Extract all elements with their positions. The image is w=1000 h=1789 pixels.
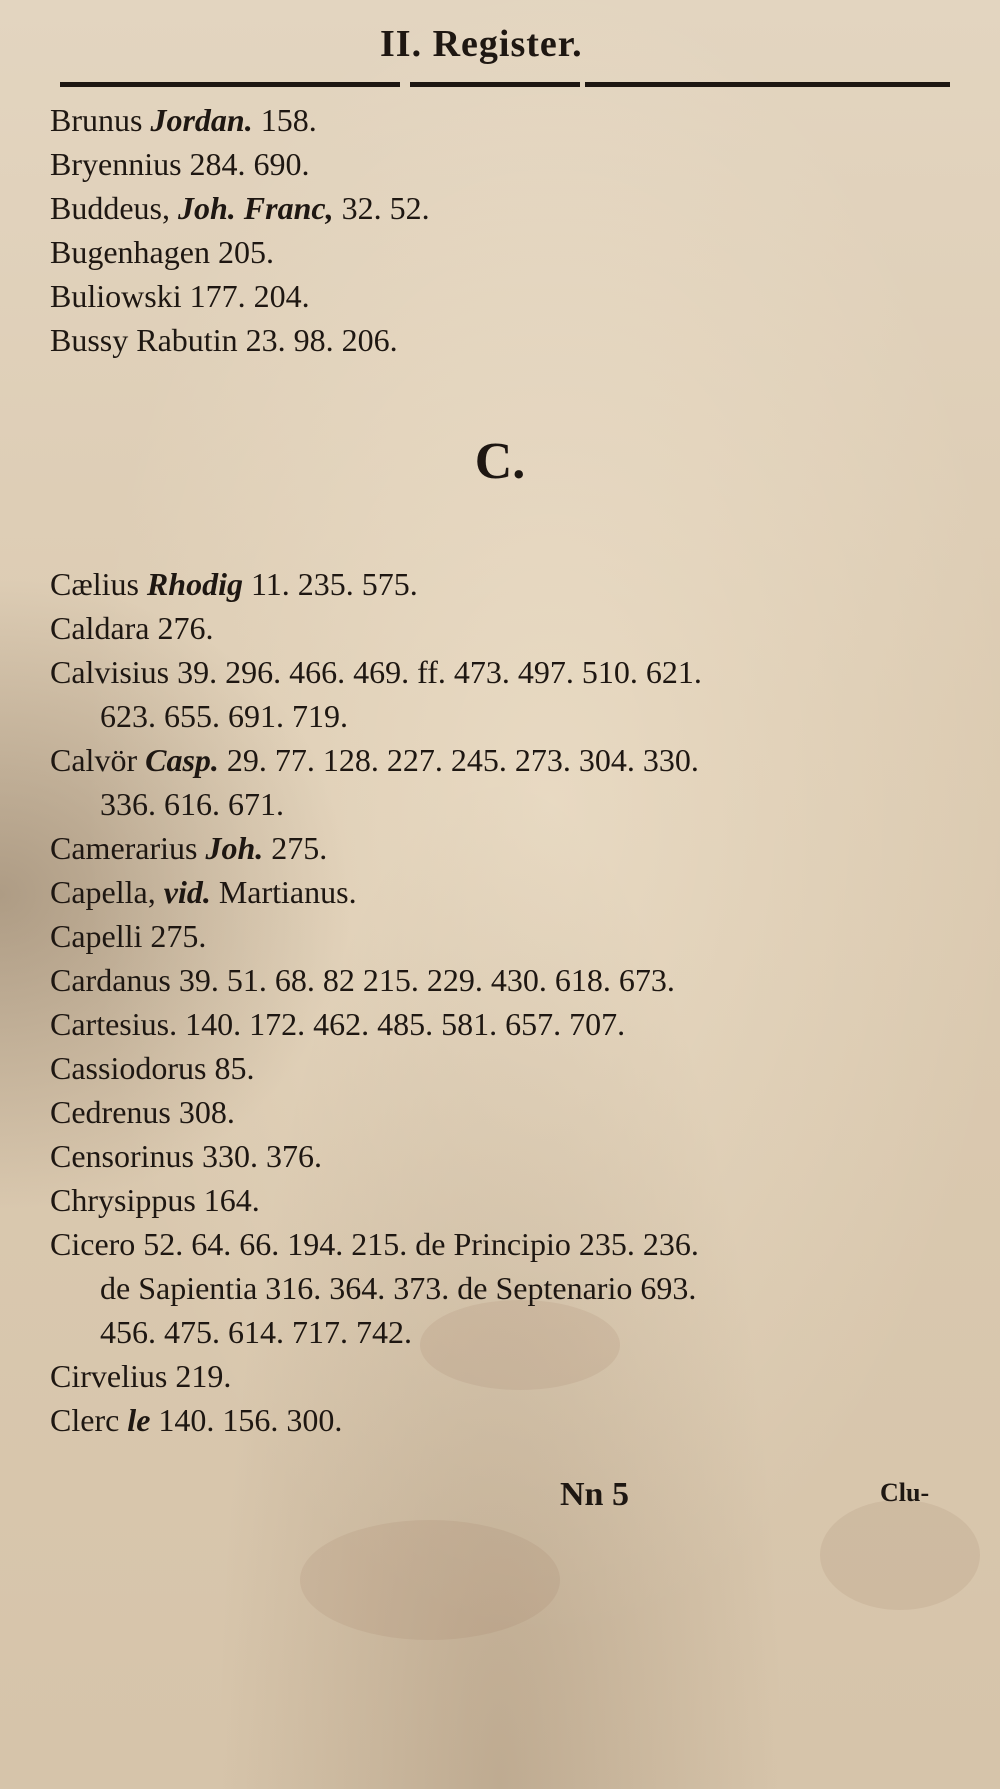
entry-page-refs: 23. 98. 206.	[245, 322, 398, 358]
header-rule	[585, 82, 950, 87]
entry-page-refs: 29. 77. 128. 227. 245. 273. 304. 330.	[226, 742, 699, 778]
index-entry	[50, 606, 970, 650]
entry-page-refs: 219.	[175, 1358, 232, 1394]
page-stain	[300, 1520, 560, 1640]
index-entry	[50, 318, 970, 362]
index-entry-continuation	[50, 782, 970, 826]
entry-name: Capelli	[50, 918, 143, 954]
entry-name: Cælius	[50, 566, 139, 602]
entry-name: Capella,	[50, 874, 156, 910]
catchword: Clu-	[880, 1478, 930, 1507]
index-entry	[50, 1134, 970, 1178]
entry-name: Chrysippus	[50, 1182, 196, 1218]
index-section-b	[50, 98, 970, 362]
index-entry	[50, 1398, 970, 1442]
index-entry	[50, 650, 970, 694]
entry-qualifier: le	[127, 1402, 151, 1438]
entry-page-refs: 275.	[150, 918, 207, 954]
running-head: II. Register.	[380, 23, 583, 65]
entry-page-refs: 330. 376.	[202, 1138, 322, 1174]
entry-name: Bussy Rabutin	[50, 322, 238, 358]
index-entry-continuation	[50, 694, 970, 738]
index-entry	[50, 274, 970, 318]
entry-page-refs: 623. 655. 691. 719.	[100, 698, 348, 734]
entry-name: Censorinus	[50, 1138, 194, 1174]
entry-name: Bugenhagen	[50, 234, 210, 270]
entry-page-refs: 336. 616. 671.	[100, 786, 284, 822]
entry-name: Cardanus	[50, 962, 171, 998]
entry-page-refs: 177. 204.	[189, 278, 310, 314]
entry-page-refs: 39. 296. 466. 469. ff. 473. 497. 510. 621.	[177, 654, 702, 690]
index-entry	[50, 142, 970, 186]
entry-name: Cirvelius	[50, 1358, 168, 1394]
page-stain	[820, 1500, 980, 1610]
index-entry	[50, 958, 970, 1002]
entry-name: Clerc	[50, 1402, 120, 1438]
entry-page-refs: Martianus.	[218, 874, 357, 910]
index-entry	[50, 98, 970, 142]
index-entry-continuation	[50, 1266, 970, 1310]
signature-mark: Nn 5	[560, 1476, 629, 1513]
entry-qualifier: vid.	[163, 874, 211, 910]
index-entry	[50, 870, 970, 914]
entry-name: Cassiodorus	[50, 1050, 207, 1086]
entry-name: Brunus	[50, 102, 143, 138]
index-entry	[50, 1046, 970, 1090]
entry-qualifier: Casp.	[145, 742, 219, 778]
index-entry	[50, 186, 970, 230]
entry-page-refs: 11. 235. 575.	[250, 566, 418, 602]
entry-page-refs: 164.	[203, 1182, 260, 1218]
entry-page-refs: 275.	[271, 830, 328, 866]
index-entry	[50, 914, 970, 958]
entry-qualifier: Joh.	[205, 830, 264, 866]
index-entry	[50, 1002, 970, 1046]
entry-name: Calvisius	[50, 654, 170, 690]
index-entry	[50, 1090, 970, 1134]
entry-page-refs: 205.	[217, 234, 274, 270]
header-rule	[60, 82, 400, 87]
entry-page-refs: 85.	[214, 1050, 255, 1086]
entry-page-refs: 39. 51. 68. 82 215. 229. 430. 618. 673.	[178, 962, 675, 998]
index-section-c	[50, 562, 970, 1442]
header-rule	[410, 82, 580, 87]
entry-name: Caldara	[50, 610, 150, 646]
index-entry	[50, 230, 970, 274]
entry-page-refs: 456. 475. 614. 717. 742.	[100, 1314, 412, 1350]
entry-name: Cartesius.	[50, 1006, 178, 1042]
section-letter: C.	[474, 433, 526, 490]
entry-qualifier: Joh. Franc,	[178, 190, 334, 226]
entry-page-refs: 52. 64. 66. 194. 215. de Principio 235. 236.	[143, 1226, 699, 1262]
entry-page-refs: 32. 52.	[341, 190, 430, 226]
entry-name: Buliowski	[50, 278, 182, 314]
entry-name: Cedrenus	[50, 1094, 171, 1130]
entry-page-refs: 140. 172. 462. 485. 581. 657. 707.	[185, 1006, 626, 1042]
entry-page-refs: de Sapientia 316. 364. 373. de Septenario 693.	[100, 1270, 697, 1306]
index-entry-continuation	[50, 1310, 970, 1354]
index-entry	[50, 826, 970, 870]
entry-qualifier: Rhodig	[146, 566, 243, 602]
entry-name: Camerarius	[50, 830, 198, 866]
entry-name: Bryennius	[50, 146, 182, 182]
index-entry	[50, 1178, 970, 1222]
entry-qualifier: Jordan.	[150, 102, 253, 138]
index-entry	[50, 738, 970, 782]
entry-page-refs: 158.	[260, 102, 317, 138]
page-header	[0, 14, 1000, 74]
index-entry	[50, 1222, 970, 1266]
entry-name: Calvör	[50, 742, 138, 778]
index-entry	[50, 562, 970, 606]
entry-page-refs: 308.	[178, 1094, 235, 1130]
entry-page-refs: 276.	[157, 610, 214, 646]
entry-page-refs: 284. 690.	[189, 146, 310, 182]
entry-page-refs: 140. 156. 300.	[158, 1402, 343, 1438]
entry-name: Cicero	[50, 1226, 136, 1262]
index-entry	[50, 1354, 970, 1398]
entry-name: Buddeus,	[50, 190, 170, 226]
